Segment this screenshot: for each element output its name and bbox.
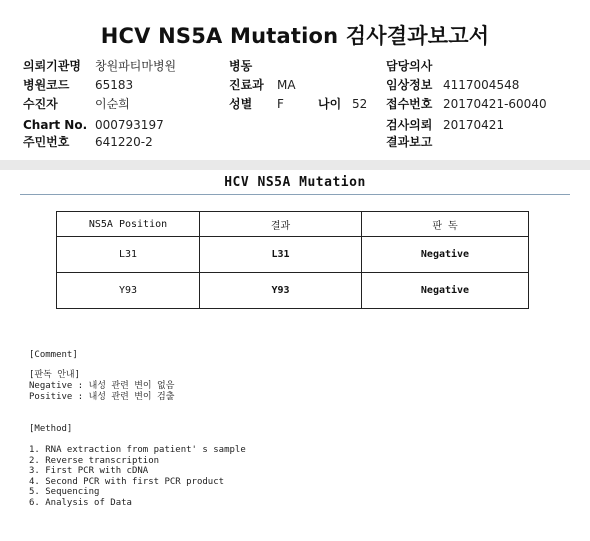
doctor-label: 담당의사 xyxy=(386,59,433,73)
column-header: 결과 xyxy=(200,212,362,237)
clinical-value: 4117004548 xyxy=(443,78,520,92)
method-step: 2. Reverse transcription xyxy=(29,455,160,466)
patient-label: 수진자 xyxy=(23,97,58,111)
request-value: 20170421 xyxy=(443,118,505,132)
patient-value: 이순희 xyxy=(95,97,130,111)
method-heading: [Method] xyxy=(29,424,73,434)
sex-label: 성별 xyxy=(229,97,253,111)
mutation-table xyxy=(56,211,529,309)
comment-heading: [Comment] xyxy=(29,350,78,360)
receipt-value: 20170421-60040 xyxy=(443,97,547,111)
section-rule xyxy=(20,194,570,195)
info-row-3 xyxy=(0,95,590,113)
chart-value: 000793197 xyxy=(95,118,164,132)
chart-label: Chart No. xyxy=(23,118,88,132)
mutation-section-title: HCV NS5A Mutation xyxy=(224,175,366,190)
code-label: 병원코드 xyxy=(23,78,70,92)
hospital-label: 의뢰기관명 xyxy=(23,59,81,73)
dept-label: 진료과 xyxy=(229,78,264,92)
method-step: 5. Sequencing xyxy=(29,487,100,497)
method-step: 1. RNA extraction from patient' s sample xyxy=(29,445,246,455)
hospital-value: 창원파티마병원 xyxy=(95,59,177,73)
table-row xyxy=(57,237,529,273)
result-cell: L31 xyxy=(200,237,362,273)
report-title: HCV NS5A Mutation 검사결과보고서 xyxy=(100,24,490,48)
info-row-4 xyxy=(0,116,590,134)
interpretation-cell: Negative xyxy=(362,273,529,309)
positive-guide: Positive : 내성 관련 변이 검출 xyxy=(29,392,175,402)
column-header: 판 독 xyxy=(362,212,529,237)
sex-value: F xyxy=(277,97,284,111)
method-step: 6. Analysis of Data xyxy=(29,497,132,508)
negative-guide: Negative : 내성 관련 변이 없음 xyxy=(29,381,175,391)
info-row-5 xyxy=(0,133,590,151)
info-row-2 xyxy=(0,76,590,94)
age-label: 나이 xyxy=(318,97,342,111)
id-label: 주민번호 xyxy=(23,135,70,149)
method-step: 4. Second PCR with first PCR product xyxy=(29,476,225,487)
guide-heading: [판독 안내] xyxy=(29,370,81,380)
result-cell: Y93 xyxy=(200,273,362,309)
age-value: 52 xyxy=(352,97,368,111)
dept-value: MA xyxy=(277,78,296,92)
request-label: 검사의뢰 xyxy=(386,118,433,132)
receipt-label: 접수번호 xyxy=(386,97,433,111)
code-value: 65183 xyxy=(95,78,134,92)
column-header: NS5A Position xyxy=(57,212,200,237)
method-step: 3. First PCR with cDNA xyxy=(29,466,149,476)
position-cell: L31 xyxy=(57,237,200,273)
position-cell: Y93 xyxy=(57,273,200,309)
section-divider-band xyxy=(0,160,590,170)
clinical-label: 임상정보 xyxy=(386,78,433,92)
result-report-label: 결과보고 xyxy=(386,135,433,149)
interpretation-cell: Negative xyxy=(362,237,529,273)
ward-label: 병동 xyxy=(229,59,253,73)
id-value: 641220-2 xyxy=(95,135,153,149)
table-row xyxy=(57,273,529,309)
info-row-1 xyxy=(0,57,590,75)
table-header-row xyxy=(57,212,529,237)
